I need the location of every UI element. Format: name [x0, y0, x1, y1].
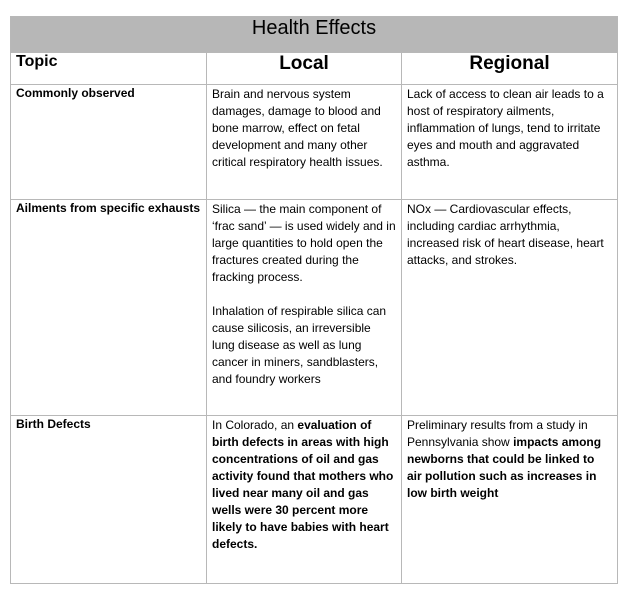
health-effects-table — [10, 16, 618, 584]
regional-text: Lack of access to clean air leads to a host of respiratory ailments, inflammation of lungs, tend to irritate eyes and mouth and aggravated asthma. — [407, 87, 604, 169]
local-text: Silica — the main component of ‘frac sand’ — is used widely and in large quantities to hold open the fractures created during the fracking process. — [212, 202, 396, 284]
regional-text — [407, 417, 612, 502]
regional-bold-text: impacts among newborns that could be linked to air pollution such as increases in low birth weight — [407, 435, 602, 500]
local-bold-text: evaluation of birth defects in areas with high concentrations of oil and gas activity found that mothers who lived near many oil and gas wells were 30 percent more likely to have babies with heart defects. — [212, 418, 394, 551]
local-text: Brain and nervous system damages, damage to blood and bone marrow, effect on fetal development and many other critical respiratory health issues. — [212, 87, 383, 169]
regional-intro: Preliminary results from a study in Pennsylvania show — [407, 418, 588, 449]
regional-text: NOx — Cardiovascular effects, including cardiac arrhythmia, increased risk of heart disease, heart attacks, and strokes. — [407, 202, 604, 267]
regional-cell — [402, 85, 618, 200]
local-cell — [207, 200, 402, 416]
regional-cell — [402, 200, 618, 416]
local-intro: In Colorado, an — [212, 418, 298, 432]
topic-cell: Ailments from specific exhausts — [11, 200, 207, 416]
regional-cell — [402, 416, 618, 584]
local-cell — [207, 85, 402, 200]
header-regional: Regional — [402, 53, 618, 85]
local-text — [212, 417, 396, 553]
table-row — [11, 416, 618, 584]
topic-cell: Commonly observed — [11, 85, 207, 200]
table-title: Health Effects — [11, 17, 618, 53]
local-cell — [207, 416, 402, 584]
table-row — [11, 85, 618, 200]
table-row — [11, 200, 618, 416]
header-topic: Topic — [11, 53, 207, 85]
topic-cell: Birth Defects — [11, 416, 207, 584]
local-text: Inhalation of respirable silica can cause silicosis, an irreversible lung disease as well as lung cancer in miners, sandblasters, and foundry workers — [212, 304, 387, 386]
header-local: Local — [207, 53, 402, 85]
